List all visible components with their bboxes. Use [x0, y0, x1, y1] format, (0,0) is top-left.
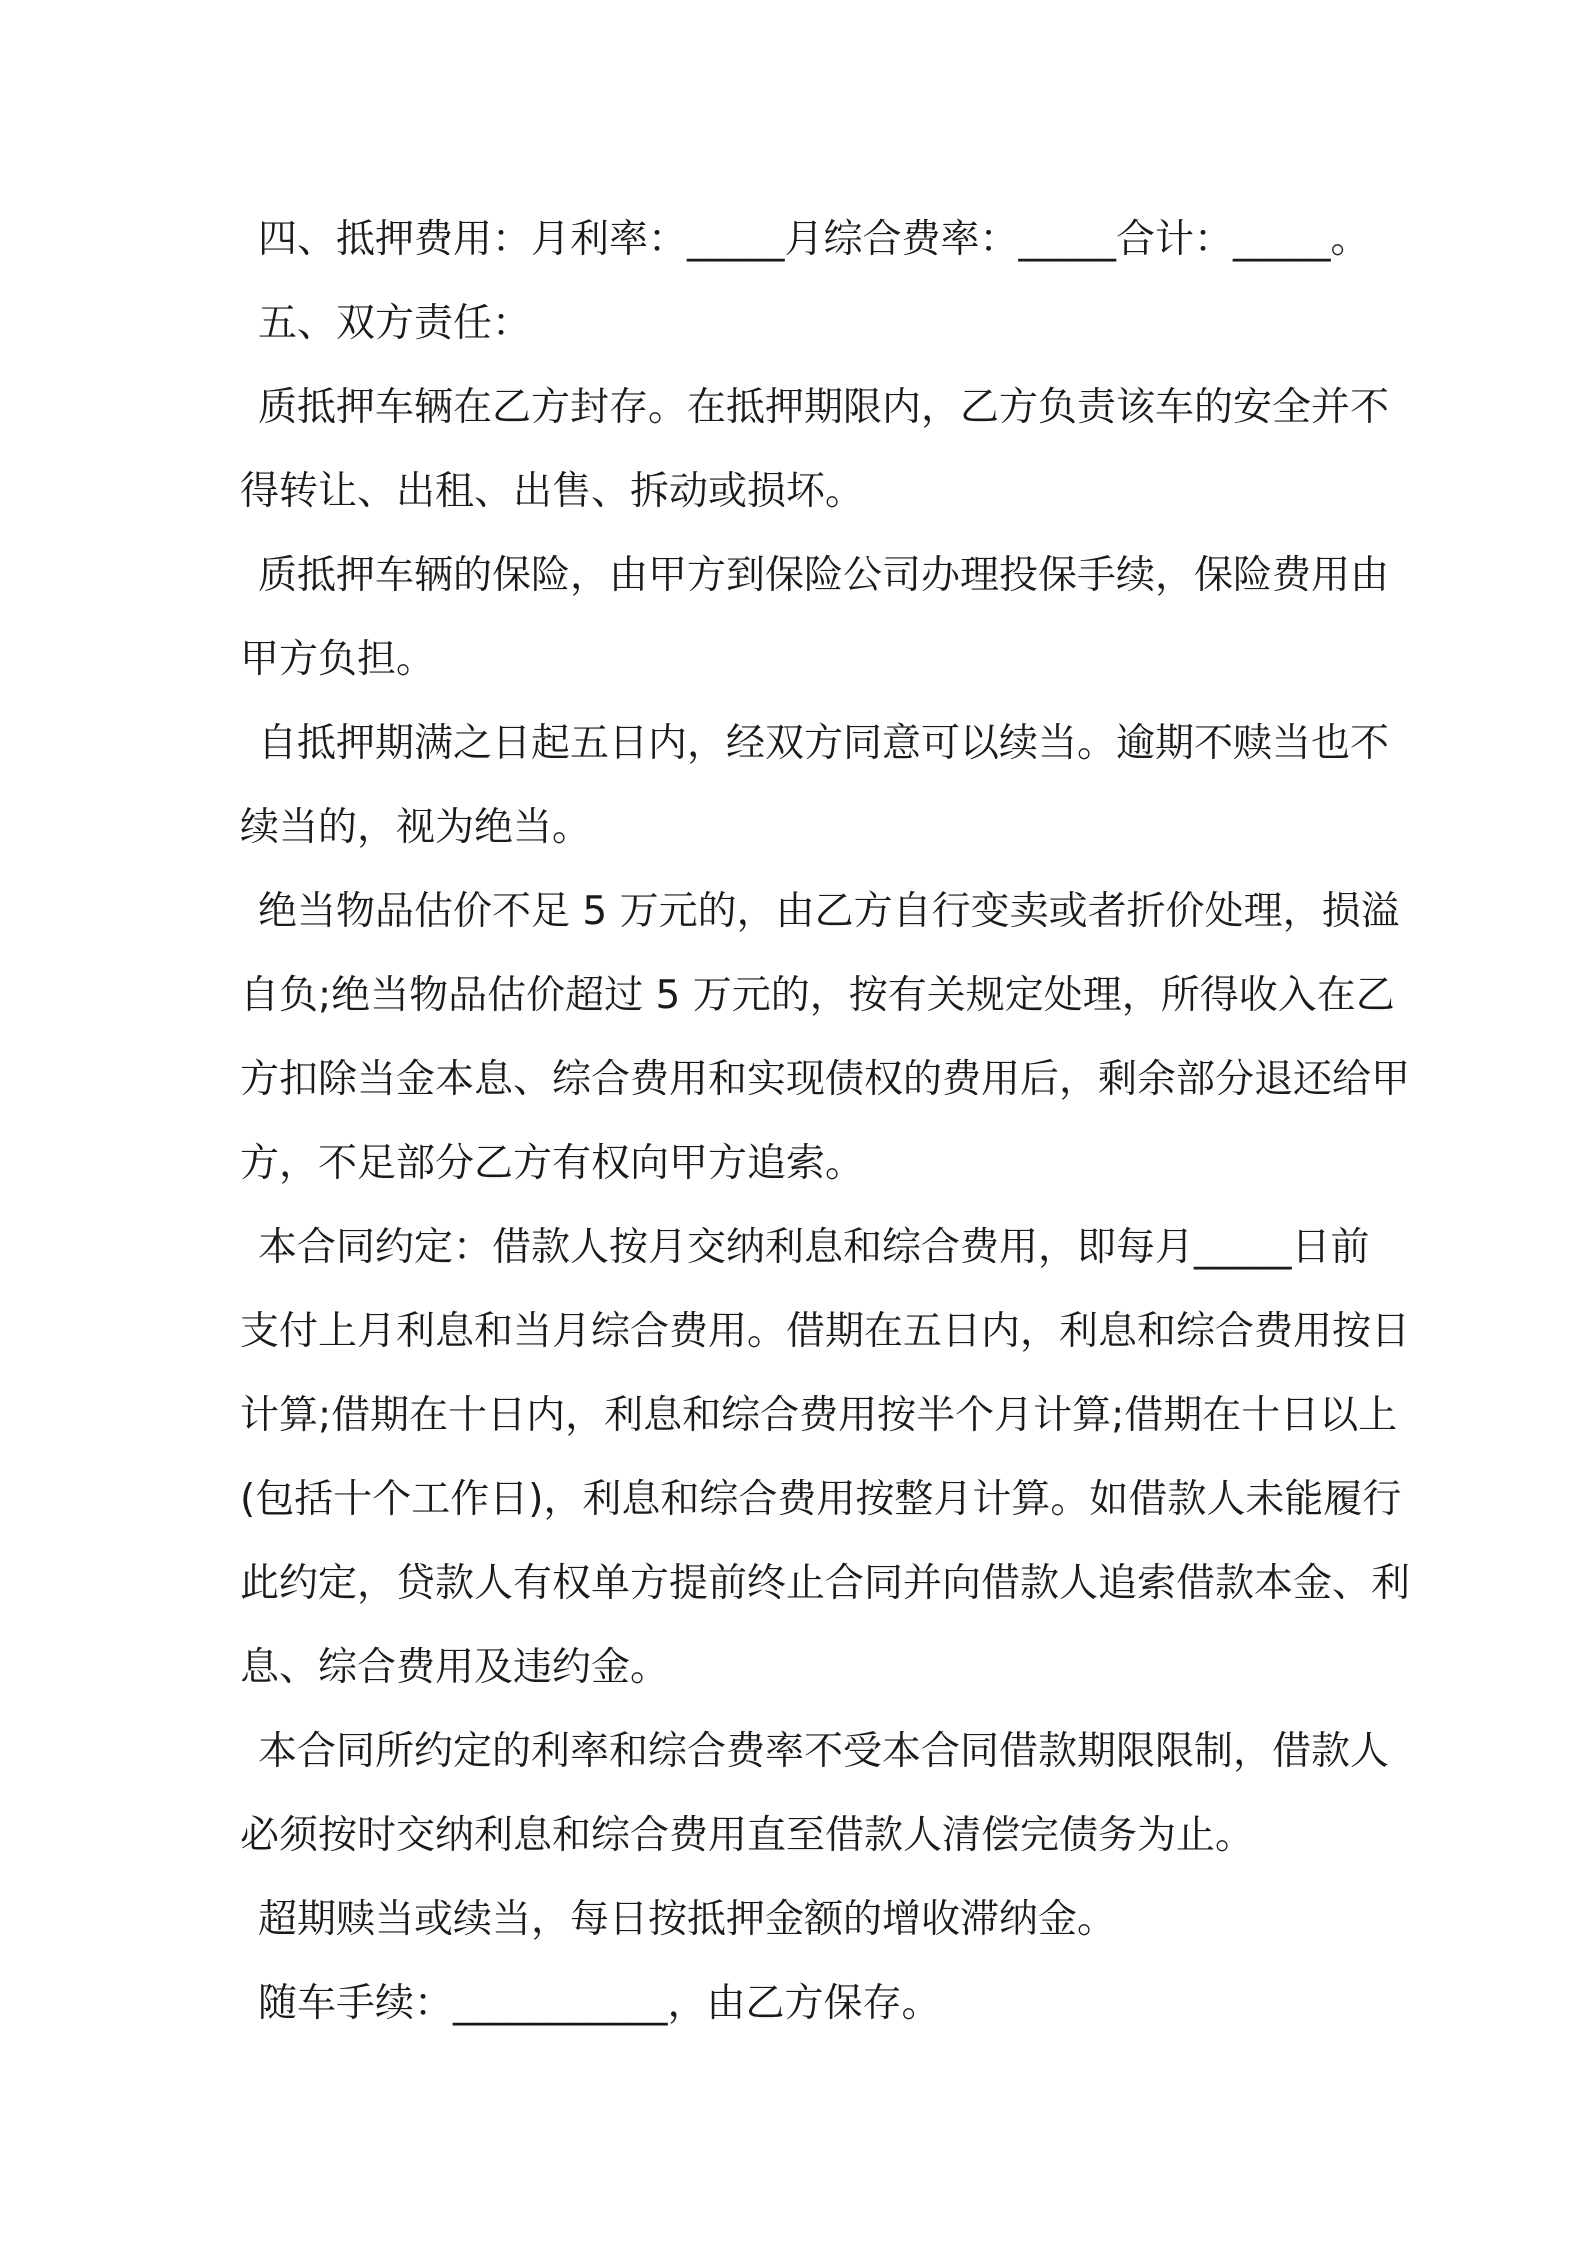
- paragraph-line: (包括十个工作日)，利息和综合费用按整月计算。如借款人未能履行: [240, 1477, 1402, 1522]
- paragraph-line: 方，不足部分乙方有权向甲方追索。: [240, 1141, 865, 1186]
- section-five-heading: 五、双方责任：: [258, 301, 532, 346]
- paragraph-line: 得转让、出租、出售、拆动或损坏。: [240, 469, 865, 514]
- paragraph-line: 续当的，视为绝当。: [240, 805, 592, 850]
- paragraph-line: 超期赎当或续当，每日按抵押金额的增收滞纳金。: [258, 1897, 1117, 1942]
- paragraph-line: 甲方负担。: [240, 637, 436, 682]
- document-body: [240, 198, 1411, 2046]
- paragraph-line: 自负;绝当物品估价超过 5 万元的，按有关规定处理，所得收入在乙: [240, 973, 1395, 1018]
- paragraph-line: 本合同约定：借款人按月交纳利息和综合费用，即每月_____日前: [258, 1225, 1370, 1270]
- paragraph-line: 支付上月利息和当月综合费用。借期在五日内，利息和综合费用按日: [240, 1309, 1411, 1354]
- paragraph-line: 随车手续：___________，由乙方保存。: [258, 1981, 941, 2026]
- paragraph-line: 绝当物品估价不足 5 万元的，由乙方自行变卖或者折价处理，损溢: [258, 889, 1400, 934]
- section-four-fees: 四、抵押费用：月利率：_____月综合费率：_____合计：_____。: [258, 217, 1370, 262]
- paragraph-line: 质抵押车辆在乙方封存。在抵押期限内，乙方负责该车的安全并不: [258, 385, 1390, 430]
- paragraph-line: 计算;借期在十日内，利息和综合费用按半个月计算;借期在十日以上: [240, 1393, 1398, 1438]
- paragraph-line: 息、综合费用及违约金。: [240, 1645, 670, 1690]
- paragraph-line: 此约定，贷款人有权单方提前终止合同并向借款人追索借款本金、利: [240, 1561, 1411, 1606]
- paragraph-line: 方扣除当金本息、综合费用和实现债权的费用后，剩余部分退还给甲: [240, 1057, 1411, 1102]
- paragraph-line: 质抵押车辆的保险，由甲方到保险公司办理投保手续，保险费用由: [258, 553, 1390, 598]
- paragraph-line: 必须按时交纳利息和综合费用直至借款人清偿完债务为止。: [240, 1813, 1255, 1858]
- paragraph-line: 本合同所约定的利率和综合费率不受本合同借款期限限制，借款人: [258, 1729, 1390, 1774]
- paragraph-line: 自抵押期满之日起五日内，经双方同意可以续当。逾期不赎当也不: [258, 721, 1390, 766]
